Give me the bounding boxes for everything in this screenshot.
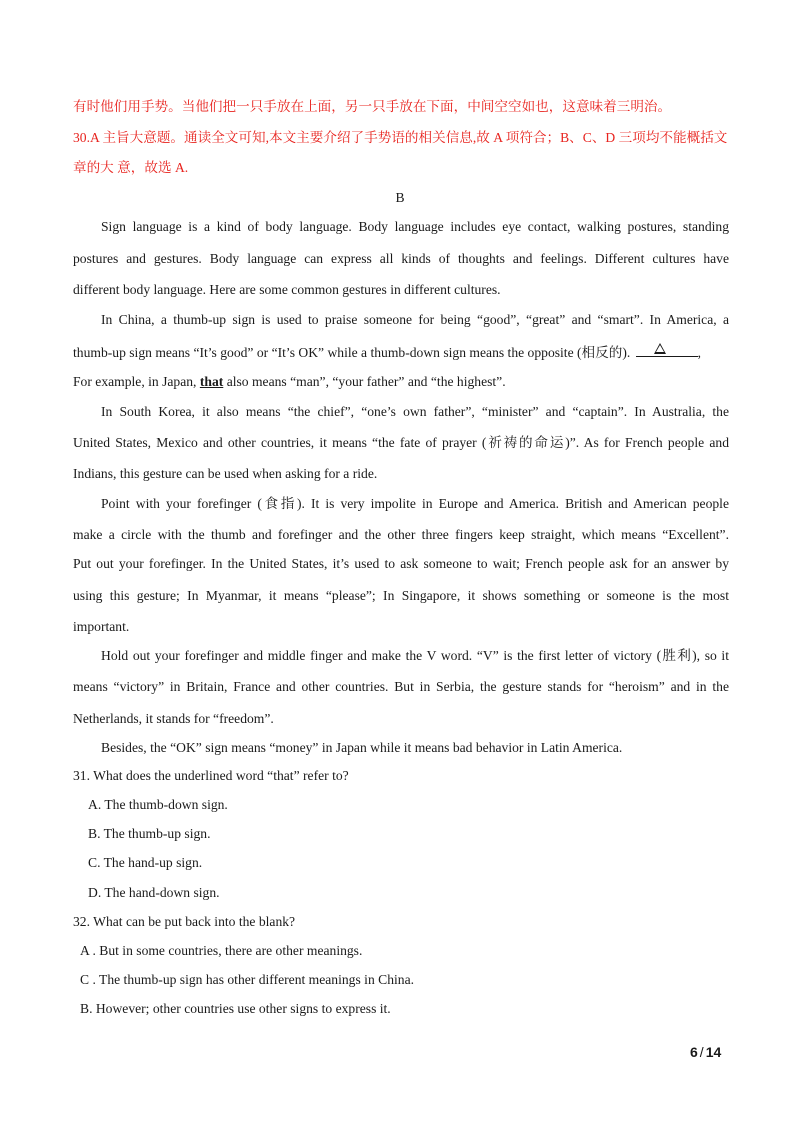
passage-text: ,: [697, 345, 702, 360]
passage-line: [73, 372, 729, 392]
passage-line: In China, a thumb-up sign is used to praise someone for being “good”, “great” and “smart”. In America, a: [101, 312, 729, 327]
passage-line: important.: [73, 619, 130, 634]
passage-text: For example, in Japan,: [73, 374, 197, 389]
passage-text: also means “man”, “your father” and “the highest”.: [226, 374, 506, 389]
underlined-word: that: [199, 374, 224, 389]
passage-line: Put out your forefinger. In the United States, it’s used to ask someone to wait; French people ask for an answer by: [73, 556, 729, 571]
page-total: 14: [705, 1044, 722, 1060]
question-stem: 31. What does the underlined word “that” refer to?: [73, 768, 349, 783]
page-separator: /: [699, 1044, 704, 1060]
passage-line: Netherlands, it stands for “freedom”.: [73, 711, 274, 726]
answer-option: B. The thumb-up sign.: [88, 826, 211, 841]
answer-option: A. The thumb-down sign.: [88, 797, 228, 812]
section-label: B: [395, 190, 405, 205]
passage-line: Hold out your forefinger and middle finger and make the V word. “V” is the first letter of victory (胜利), so it: [101, 648, 729, 663]
passage-line: postures and gestures. Body language can express all kinds of thoughts and feelings. Different cultures have: [73, 251, 729, 266]
passage-line: means “victory” in Britain, France and other countries. But in Serbia, the gesture stands for “heroism” and in the: [73, 679, 729, 694]
passage-line: In South Korea, it also means “the chief”, “one’s own father”, “minister” and “captain”. In Australia, the: [101, 404, 729, 419]
page-current: 6: [690, 1044, 698, 1060]
passage-line: Besides, the “OK” sign means “money” in Japan while it means bad behavior in Latin America.: [101, 740, 623, 755]
passage-line: using this gesture; In Myanmar, it means “please”; In Singapore, it shows something or someone is the most: [73, 588, 729, 603]
answer-blank: [636, 342, 698, 357]
answer-option: C. The hand-up sign.: [88, 855, 203, 870]
answer-note-line: 有时他们用手势。当他们把一只手放在上面，另一只手放在下面，中间空空如也，这意味着三明治。: [73, 99, 672, 114]
passage-line-with-blank: [73, 342, 729, 363]
triangle-icon: [654, 343, 666, 354]
answer-option: C . The thumb-up sign has other different meanings in China.: [80, 972, 415, 987]
question-stem: 32. What can be put back into the blank?: [73, 914, 296, 929]
passage-line: Point with your forefinger (食指). It is very impolite in Europe and America. British and American people: [101, 496, 729, 511]
answer-note-line: 章的大 意，故选 A.: [73, 160, 189, 175]
answer-option: D. The hand-down sign.: [88, 885, 220, 900]
answer-note-line: 30.A 主旨大意题。通读全文可知,本文主要介绍了手势语的相关信息,故 A 项符合；B、C、D 三项均不能概括文: [73, 130, 728, 145]
passage-text: thumb-up sign means “It’s good” or “It’s OK” while a thumb-down sign means the opposite (相反的).: [73, 345, 631, 360]
passage-line: Sign language is a kind of body language. Body language includes eye contact, walking postures, standing: [101, 219, 729, 234]
passage-line: different body language. Here are some common gestures in different cultures.: [73, 282, 501, 297]
page-number: [690, 1044, 721, 1060]
answer-option: B. However; other countries use other signs to express it.: [80, 1001, 391, 1016]
answer-option: A . But in some countries, there are other meanings.: [80, 943, 363, 958]
passage-line: Indians, this gesture can be used when asking for a ride.: [73, 466, 378, 481]
passage-line: United States, Mexico and other countries, it means “the fate of prayer (祈祷的命运)”. As for French people and: [73, 435, 729, 450]
passage-line: make a circle with the thumb and forefinger and the other three fingers keep straight, which means “Excellent”.: [73, 527, 729, 542]
